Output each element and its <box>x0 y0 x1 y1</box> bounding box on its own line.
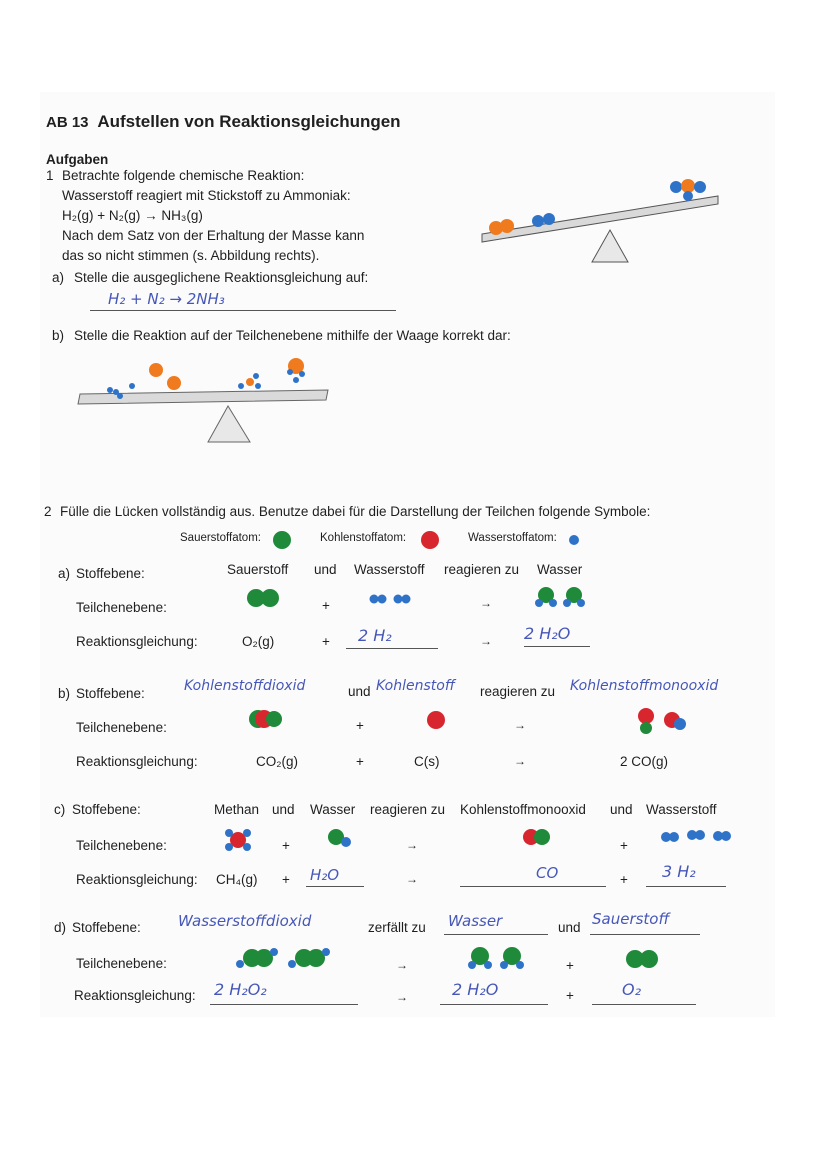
task2a-stoff-4: reagieren zu <box>444 562 520 577</box>
task2d-eq-2: 2 H₂O <box>452 980 499 999</box>
arrow-sign: → <box>514 754 526 768</box>
arrow-sign: → <box>480 596 492 610</box>
arrow-sign: → <box>396 958 408 972</box>
stoffebene-label: Stoffebene: <box>76 566 145 581</box>
hydrogen-peroxide-drawing <box>236 944 336 974</box>
aufgaben-heading: Aufgaben <box>46 152 109 167</box>
answer-line <box>592 1004 696 1005</box>
task2b-stoff-2: und <box>348 684 371 699</box>
reaktionsgleichung-label: Reaktionsgleichung: <box>76 872 198 887</box>
task2d-eq-1: 2 H₂O₂ <box>214 980 267 999</box>
task2c-stoff-4: reagieren zu <box>370 802 446 817</box>
task1-line-2: Wasserstoff reagiert mit Stickstoff zu Ammoniak: <box>62 188 351 203</box>
water-molecule-drawing <box>322 826 356 850</box>
plus-sign: + <box>620 872 628 887</box>
task2d-stoff-3: Wasser <box>448 912 503 930</box>
hydrogen-atom-icon <box>568 534 580 546</box>
stoffebene-label: Stoffebene: <box>72 920 141 935</box>
task1a-answer: H₂ + N₂ → 2NH₃ <box>108 290 225 308</box>
task2d-stoff-1: Wasserstoffdioxid <box>178 912 312 930</box>
oxygen-molecule-drawing <box>244 586 284 610</box>
task2-number: 2 <box>44 504 52 519</box>
answer-line <box>524 646 590 647</box>
task1-line-4: Nach dem Satz von der Erhaltung der Masse kann <box>62 228 365 243</box>
task2c-stoff-5: Kohlenstoffmonooxid <box>460 802 586 817</box>
task2d-stoff-5: Sauerstoff <box>592 910 670 928</box>
answer-line <box>460 886 606 887</box>
legend-oxygen-label: Sauerstoffatom: <box>180 532 261 544</box>
water-molecules-drawing <box>530 584 594 610</box>
carbon-atom-icon <box>420 530 440 550</box>
teilchenebene-label: Teilchenebene: <box>76 600 167 615</box>
reaktionsgleichung-label: Reaktionsgleichung: <box>74 988 196 1003</box>
answer-line <box>646 886 726 887</box>
task2a-eq-1: O₂(g) <box>242 634 275 649</box>
oxygen-molecule-drawing <box>624 948 664 970</box>
task2c-label: c) <box>54 802 66 817</box>
task2b-eq-2: C(s) <box>414 754 440 769</box>
task2c-stoff-3: Wasser <box>310 802 356 817</box>
task2b-label: b) <box>58 686 71 701</box>
carbon-atom-drawing <box>426 710 446 730</box>
task1-line-1: Betrachte folgende chemische Reaktion: <box>62 168 305 183</box>
hydrogen-molecules-drawing <box>658 828 734 844</box>
task2d-stoff-2: zerfällt zu <box>368 920 426 935</box>
task2a-stoff-1: Sauerstoff <box>227 562 289 577</box>
task1a-text: Stelle die ausgeglichene Reaktionsgleichung auf: <box>74 270 369 285</box>
arrow-sign: → <box>406 872 418 886</box>
balance-unbalanced-illustration <box>480 172 720 272</box>
plus-sign: + <box>282 838 290 853</box>
stoffebene-label: Stoffebene: <box>72 802 141 817</box>
teilchenebene-label: Teilchenebene: <box>76 956 167 971</box>
task2c-stoff-7: Wasserstoff <box>646 802 717 817</box>
task2a-stoff-5: Wasser <box>537 562 583 577</box>
task2a-eq-2: 2 H₂ <box>358 626 392 645</box>
teilchenebene-label: Teilchenebene: <box>76 720 167 735</box>
arrow-sign: → <box>514 718 526 732</box>
task2c-eq-1: CH₄(g) <box>216 872 258 887</box>
answer-line <box>90 310 396 311</box>
legend-hydrogen-label: Wasserstoffatom: <box>468 532 557 544</box>
teilchenebene-label: Teilchenebene: <box>76 838 167 853</box>
task1a-label: a) <box>52 270 65 285</box>
task2-intro: Fülle die Lücken vollständig aus. Benutze dabei für die Darstellung der Teilchen folgende Symbole: <box>60 504 651 519</box>
balance-drawing <box>76 350 336 450</box>
page-title: AB 13 Aufstellen von Reaktionsgleichungen <box>46 112 401 131</box>
plus-sign: + <box>566 958 574 973</box>
arrow-sign: → <box>396 990 408 1004</box>
task2c-eq-4: 3 H₂ <box>662 862 696 881</box>
task2c-eq-3: CO <box>536 864 559 882</box>
task2d-eq-3: O₂ <box>622 980 642 999</box>
task2b-eq-3: 2 CO(g) <box>620 754 669 769</box>
plus-sign: + <box>620 838 628 853</box>
plus-sign: + <box>356 718 364 733</box>
task2c-eq-2: H₂O <box>310 866 340 884</box>
task2d-label: d) <box>54 920 67 935</box>
answer-line <box>346 648 438 649</box>
task2c-stoff-1: Methan <box>214 802 260 817</box>
plus-sign: + <box>356 754 364 769</box>
reaktionsgleichung-label: Reaktionsgleichung: <box>76 634 198 649</box>
answer-line <box>444 934 548 935</box>
arrow-sign: → <box>480 634 492 648</box>
task2c-stoff-6: und <box>610 802 633 817</box>
task2c-stoff-2: und <box>272 802 295 817</box>
task2b-stoff-5: Kohlenstoffmonooxid <box>570 678 719 694</box>
carbon-monoxide-drawing <box>520 826 554 848</box>
answer-line <box>440 1004 548 1005</box>
task2a-stoff-2: und <box>314 562 337 577</box>
arrow-sign: → <box>406 838 418 852</box>
plus-sign: + <box>322 598 330 613</box>
plus-sign: + <box>322 634 330 649</box>
answer-line <box>210 1004 358 1005</box>
task2a-eq-3: 2 H₂O <box>524 624 571 643</box>
stoffebene-label: Stoffebene: <box>76 686 145 701</box>
oxygen-atom-icon <box>272 530 292 550</box>
water-molecules-drawing <box>464 944 532 972</box>
task1-line-5: das so nicht stimmen (s. Abbildung rechts). <box>62 248 320 263</box>
task1-line-3: H₂(g) + N₂(g) → NH₃(g) <box>62 208 203 223</box>
task2b-eq-1: CO₂(g) <box>256 754 298 769</box>
task1b-label: b) <box>52 328 65 343</box>
task1b-text: Stelle die Reaktion auf der Teilchenebene mithilfe der Waage korrekt dar: <box>74 328 511 343</box>
plus-sign: + <box>566 988 574 1003</box>
reaktionsgleichung-label: Reaktionsgleichung: <box>76 754 198 769</box>
methane-drawing <box>222 826 256 854</box>
worksheet-page <box>40 92 775 1017</box>
legend-carbon-label: Kohlenstoffatom: <box>320 532 407 544</box>
answer-line <box>590 934 700 935</box>
task2d-stoff-4: und <box>558 920 581 935</box>
carbon-monoxide-drawing <box>634 706 690 736</box>
plus-sign: + <box>282 872 290 887</box>
task2a-label: a) <box>58 566 71 581</box>
hydrogen-molecules-drawing <box>368 592 416 606</box>
task2b-stoff-1: Kohlenstoffdioxid <box>184 678 306 694</box>
carbon-dioxide-drawing <box>246 708 286 730</box>
task2a-stoff-3: Wasserstoff <box>354 562 425 577</box>
task2b-stoff-3: Kohlenstoff <box>376 678 455 694</box>
task2b-stoff-4: reagieren zu <box>480 684 556 699</box>
answer-line <box>306 886 364 887</box>
task1-number: 1 <box>46 168 54 183</box>
